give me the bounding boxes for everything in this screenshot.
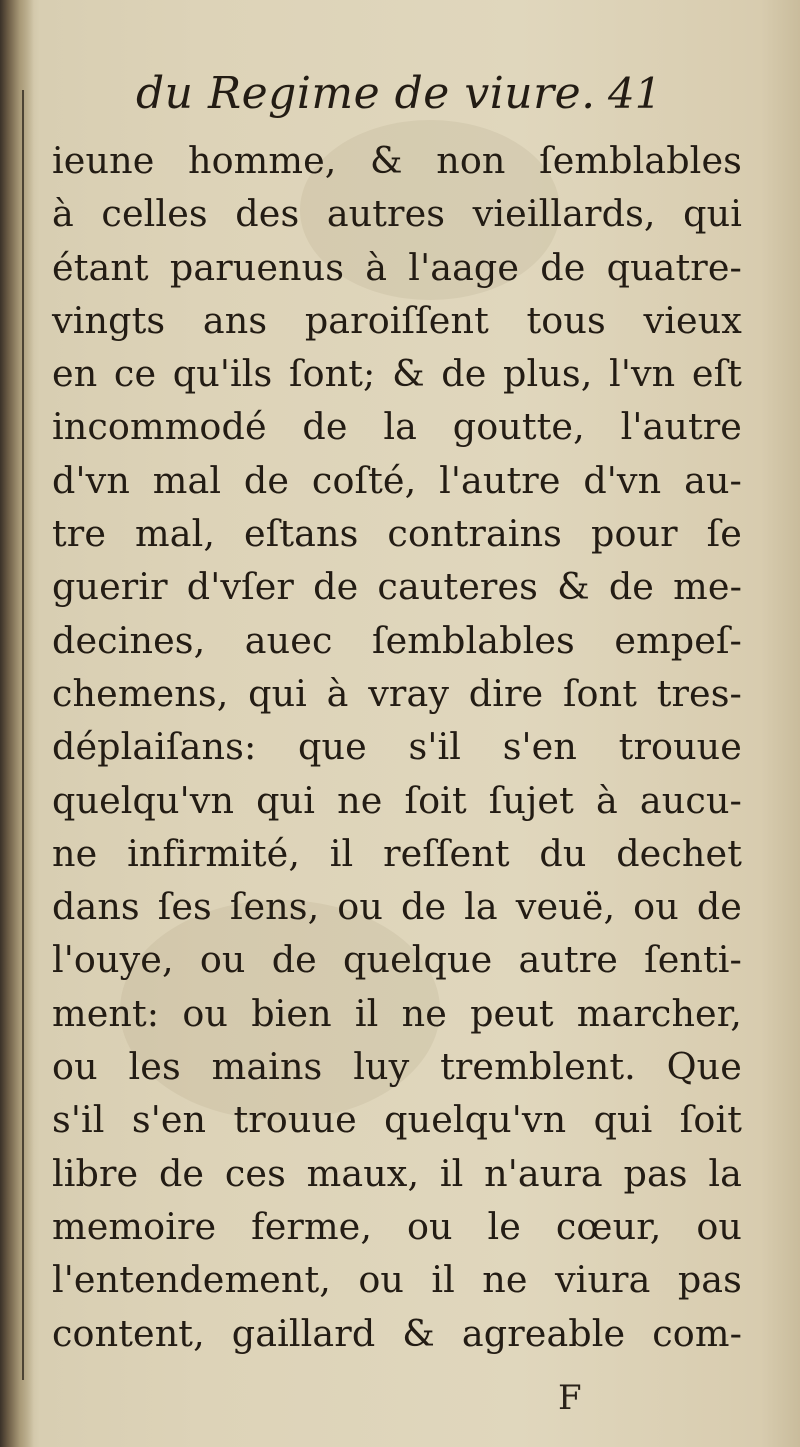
text-line: decines, auec ſemblables empeſ- <box>52 618 742 662</box>
text-line: d'vn mal de coſté, l'autre d'vn au- <box>52 458 742 502</box>
signature-mark: F <box>558 1378 582 1418</box>
text-line: chemens, qui à vray dire ſont tres- <box>52 671 742 715</box>
text-line: s'il s'en trouue quelqu'vn qui ſoit <box>52 1098 742 1142</box>
text-line: déplaiſans: que s'il s'en trouue <box>52 725 742 769</box>
text-line: ne infirmité, il reſſent du dechet <box>52 831 742 875</box>
gutter-line <box>22 90 24 1380</box>
text-block <box>52 66 742 1360</box>
text-line: étant paruenus à l'aage de quatre- <box>52 245 742 289</box>
running-head: du Regime de viure. <box>136 68 596 119</box>
text-line: l'ouye, ou de quelque autre ſenti- <box>52 938 742 982</box>
text-line: libre de ces maux, il n'aura pas la <box>52 1151 742 1195</box>
text-line: tre mal, eſtans contrains pour ſe <box>52 512 742 556</box>
text-line: guerir d'vſer de cauteres & de me- <box>52 565 742 609</box>
text-line: content, gaillard & agreable com- <box>52 1311 742 1355</box>
text-line: dans ſes ſens, ou de la veuë, ou de <box>52 885 742 929</box>
text-line: l'entendement, ou il ne viura pas <box>52 1258 742 1302</box>
page-number: 41 <box>608 69 662 118</box>
text-line: ou les mains luy tremblent. Que <box>52 1045 742 1089</box>
text-line: ment: ou bien il ne peut marcher, <box>52 991 742 1035</box>
body-text <box>52 134 742 1360</box>
text-line: à celles des autres vieillards, qui <box>52 192 742 236</box>
text-line: vingts ans paroiſſent tous vieux <box>52 298 742 342</box>
text-line: quelqu'vn qui ne ſoit ſujet à aucu- <box>52 778 742 822</box>
text-line: incommodé de la goutte, l'autre <box>52 405 742 449</box>
text-line: en ce qu'ils ſont; & de plus, l'vn eſt <box>52 352 742 396</box>
page-header <box>52 66 742 124</box>
gutter-shadow <box>0 0 34 1447</box>
text-line: memoire ferme, ou le cœur, ou <box>52 1204 742 1248</box>
text-line: ieune homme, & non ſemblables <box>52 139 742 182</box>
